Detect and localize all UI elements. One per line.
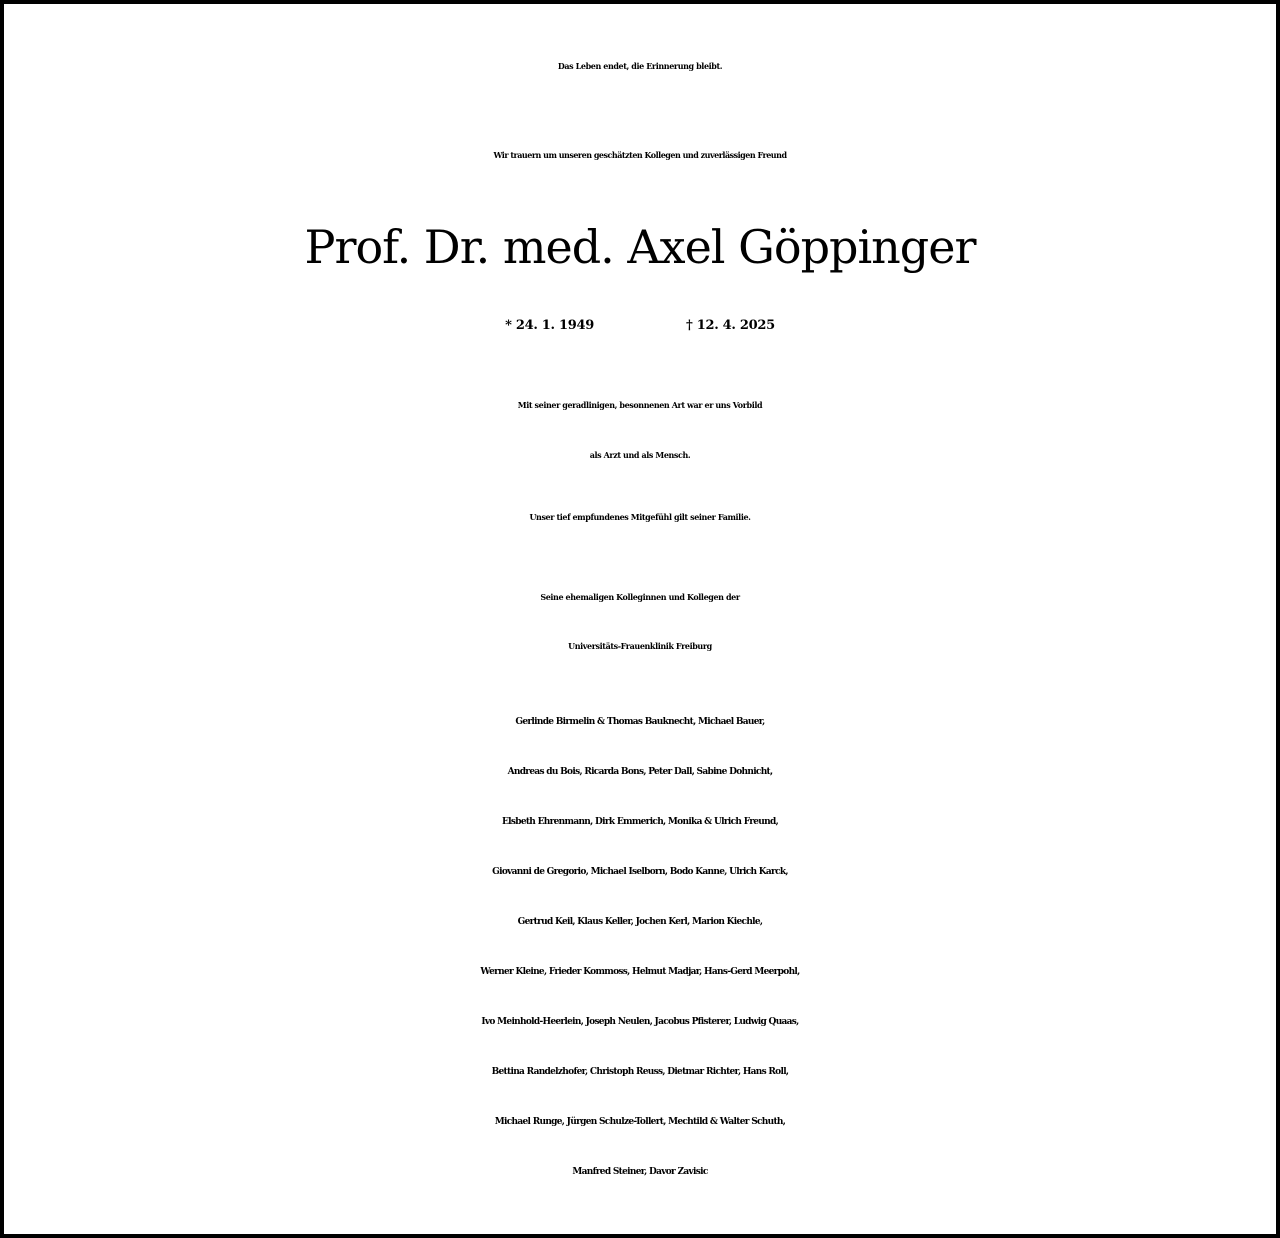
sender-line-2: Universitäts-Frauenklinik Freiburg [568,641,712,651]
signatories-line: Elsbeth Ehrenmann, Dirk Emmerich, Monika & Ulrich Freund, [501,817,779,827]
signatories-line: Andreas du Bois, Ricarda Bons, Peter Dall, Sabine Dohnicht, [507,767,773,777]
signatories-line: Giovanni de Gregorio, Michael Iselborn, Bodo Kanne, Ulrich Karck, [492,867,788,877]
signatories-line: Ivo Meinhold-Heerlein, Joseph Neulen, Jacobus Pfisterer, Ludwig Quaas, [481,1017,799,1027]
tribute-line-1: Mit seiner geradlinigen, besonnenen Art war er uns Vorbild [517,400,763,410]
sender-line-1: Seine ehemaligen Kolleginnen und Kollegen der [540,592,740,602]
signatories-line: Werner Kleine, Frieder Kommoss, Helmut Madjar, Hans-Gerd Meerpohl, [480,967,800,977]
tribute-line-2: als Arzt und als Mensch. [589,450,691,460]
signatories-list [4,704,1276,1204]
life-dates [4,319,1276,332]
signatories-line: Gerlinde Birmelin & Thomas Bauknecht, Michael Bauer, [515,717,765,727]
deceased-name: Prof. Dr. med. Axel Göppinger [304,220,976,274]
signatories-line: Manfred Steiner, Davor Zavisic [572,1167,708,1177]
motto-line: Das Leben endet, die Erinnerung bleibt. [557,61,723,71]
condolence-line: Unser tief empfundenes Mitgefühl gilt seiner Familie. [529,512,751,522]
signatories-line: Bettina Randelzhofer, Christoph Reuss, Dietmar Richter, Hans Roll, [491,1067,789,1077]
signatories-line: Michael Runge, Jürgen Schulze-Tollert, Mechtild & Walter Schuth, [494,1117,786,1127]
intro-line: Wir trauern um unseren geschätzten Kollegen und zuverlässigen Freund [493,150,787,160]
death-date: † 12. 4. 2025 [686,318,775,333]
birth-date: * 24. 1. 1949 [505,318,594,333]
signatories-line: Gertrud Keil, Klaus Keller, Jochen Kerl, Marion Kiechle, [517,917,763,927]
